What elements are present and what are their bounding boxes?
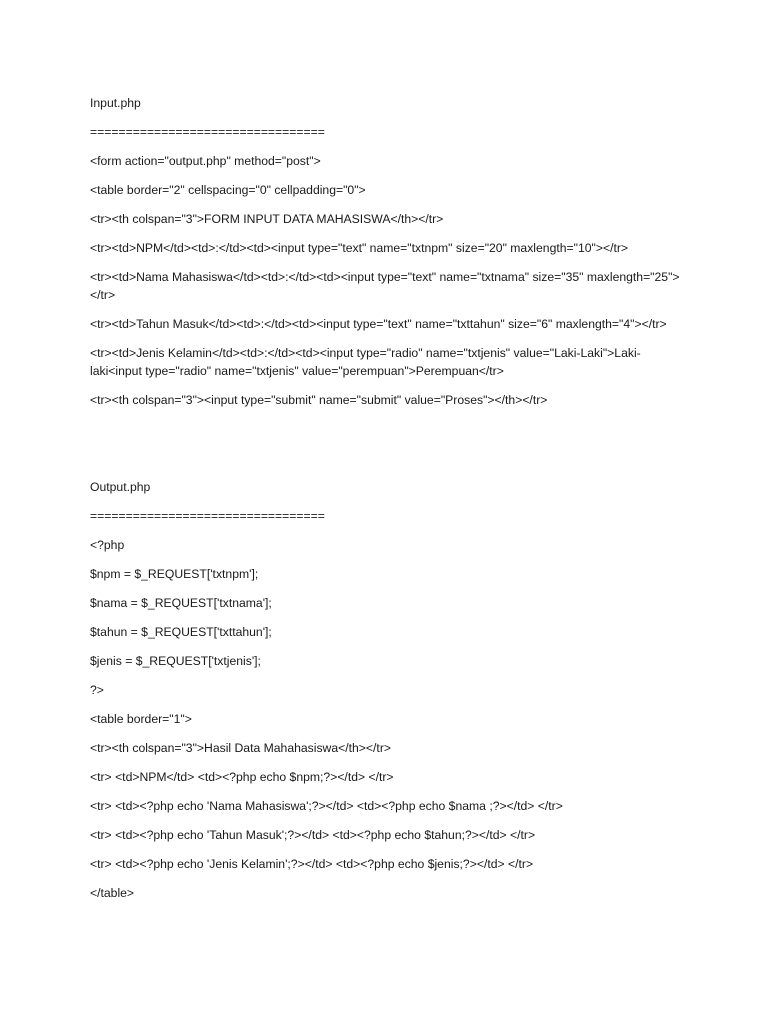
code-line: <tr><th colspan="3">Hasil Data Mahahasiswa</th></tr> (90, 741, 391, 755)
code-line: <table border="1"> (90, 712, 192, 726)
code-line: </table> (90, 886, 135, 900)
output-separator: ================================= (90, 509, 325, 523)
code-line: <tr><td>Jenis Kelamin</td><td>:</td><td><input type="radio" name="txtjenis" value="Laki-Laki">Laki-laki<input type="radio" name="txtjenis" value="perempuan">Perempuan</tr> (90, 346, 641, 378)
output-title: Output.php (90, 480, 151, 494)
code-line: <tr><td>NPM</td><td>:</td><td><input type="text" name="txtnpm" size="20" maxlength="10"></tr> (90, 241, 629, 255)
code-line: <tr><td>Nama Mahasiswa</td><td>:</td><td><input type="text" name="txtnama" size="35" maxlength="25"></tr> (90, 270, 680, 302)
code-line: $npm = $_REQUEST['txtnpm']; (90, 567, 259, 581)
code-line: <tr><th colspan="3">FORM INPUT DATA MAHASISWA</th></tr> (90, 212, 444, 226)
code-line: $nama = $_REQUEST['txtnama']; (90, 596, 272, 610)
code-line: <form action="output.php" method="post"> (90, 154, 321, 168)
document-page (90, 94, 690, 913)
code-line: <tr> <td>NPM</td> <td><?php echo $npm;?></td> </tr> (90, 770, 394, 784)
code-line: <tr><th colspan="3"><input type="submit" name="submit" value="Proses"></th></tr> (90, 393, 548, 407)
code-line: $tahun = $_REQUEST['txttahun']; (90, 625, 272, 639)
code-line: <table border="2" cellspacing="0" cellpadding="0"> (90, 183, 366, 197)
section-gap (90, 420, 690, 478)
code-line: <tr> <td><?php echo 'Tahun Masuk';?></td> <td><?php echo $tahun;?></td> </tr> (90, 828, 536, 842)
input-separator: ================================= (90, 125, 325, 139)
code-line: <tr> <td><?php echo 'Jenis Kelamin';?></td> <td><?php echo $jenis;?></td> </tr> (90, 857, 534, 871)
output-section (90, 478, 690, 902)
input-title: Input.php (90, 96, 141, 110)
code-line: $jenis = $_REQUEST['txtjenis']; (90, 654, 261, 668)
code-line: ?> (90, 683, 104, 697)
input-section (90, 94, 690, 409)
code-line: <tr><td>Tahun Masuk</td><td>:</td><td><input type="text" name="txttahun" size="6" maxlength="4"></tr> (90, 317, 667, 331)
code-line: <?php (90, 538, 125, 552)
code-line: <tr> <td><?php echo 'Nama Mahasiswa';?></td> <td><?php echo $nama ;?></td> </tr> (90, 799, 563, 813)
